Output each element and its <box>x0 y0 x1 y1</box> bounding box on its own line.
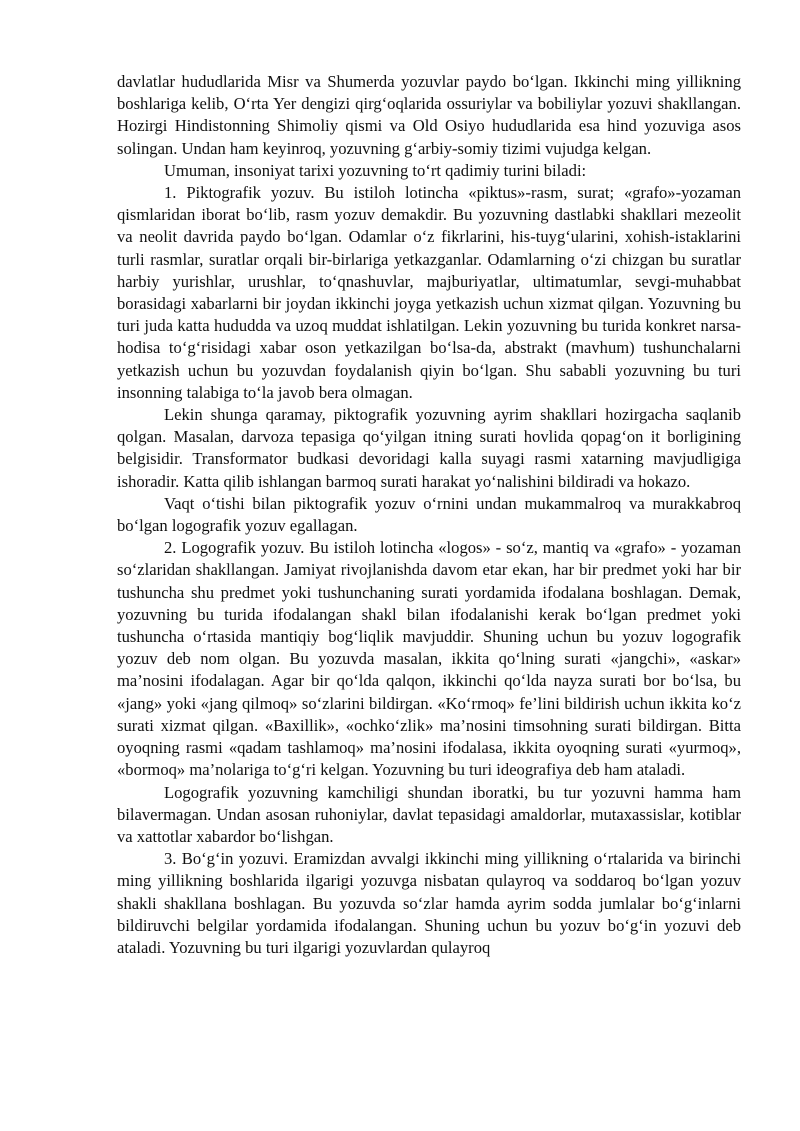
paragraph-4: Lekin shunga qaramay, piktografik yozuvning ayrim shakllari hozirgacha saqlanib qolgan. Masalan, darvoza tepasiga qo‘yilgan itning surati hovlida qopag‘on it borligining belgisidir. Transformator budkasi devoridagi kalla suyagi rasmi xatarning mavjudligiga ishoradir. Katta qilib ishlangan barmoq surati harakat yo‘nalishini bildiradi va hokazo. <box>117 405 741 491</box>
paragraph-7: Logografik yozuvning kamchiligi shundan iboratki, bu tur yozuvni hamma ham bilavermagan. Undan asosan ruhoniylar, davlat tepasidagi amaldorlar, mutaxassislar, kotiblar va xattotlar xabardor bo‘lishgan. <box>117 782 741 846</box>
paragraph-8: 3. Bo‘g‘in yozuvi. Eramizdan avvalgi ikkinchi ming yillikning o‘rtalarida va birinchi ming yillikning boshlarida ilgarigi yozuvga nisbatan qulayroq va soddaroq bo‘lgan yozuv shakli shakllana boshlagan. Bu yozuvda so‘zlar hamda ayrim sodda jumlalar bo‘g‘inlarni bildiruvchi belgilar yordamida ifodalangan. Shuning uchun bu yozuv bo‘g‘in yozuvi deb ataladi. Yozuvning bu turi ilgarigi yozuvlardan qulayroq <box>117 849 741 957</box>
paragraph-2: Umuman, insoniyat tarixi yozuvning to‘rt qadimiy turini biladi: <box>164 160 587 180</box>
document-page <box>117 71 741 959</box>
paragraph-5: Vaqt o‘tishi bilan piktografik yozuv o‘rnini undan mukammalroq va murakkabroq bo‘lgan logografik yozuv egallagan. <box>117 493 741 536</box>
paragraph-6: 2. Logografik yozuv. Bu istiloh lotincha «logos» - so‘z, mantiq va «grafo» - yozaman so‘zlaridan shakllangan. Jamiyat rivojlanishda davom etar ekan, har bir predmet yoki har bir tushuncha shu predmet yoki tushunchaning surati yordamida ifodalana boshlagan. Demak, yozuvning bu turida ifodalangan shakl bilan ifodalanishi kerak bo‘lgan predmet yoki tushuncha o‘rtasida mantiqiy bog‘liqlik mavjuddir. Shuning uchun bu yozuv logografik yozuv deb nom olgan. Bu yozuvda masalan, ikkita qo‘lning surati «jangchi», «askar» ma’nosini ifodalagan. Agar bir qo‘lda qalqon, ikkinchi qo‘lda nayza surati bor bo‘lsa, bu «jang» yoki «jang qilmoq» so‘zlarini bildirgan. «Ko‘rmoq» fe’lini bildirish uchun ikkita ko‘z surati xizmat qilgan. «Baxillik», «ochko‘zlik» ma’nosini timsohning surati bildirgan. Bitta oyoqning rasmi «qadam tashlamoq» ma’nosini ifodalasa, ikkita oyoqning surati «yurmoq», «bormoq» ma’nolariga to‘g‘ri kelgan. Yozuvning bu turi ideografiya deb ham ataladi. <box>117 538 741 780</box>
paragraph-1: davlatlar hududlarida Misr va Shumerda yozuvlar paydo bo‘lgan. Ikkinchi ming yillikning boshlariga kelib, O‘rta Yer dengizi qirg‘oqlarida ossuriylar va bobiliylar yozuvi shakllangan. Hozirgi Hindistonning Shimoliy qismi va Old Osiyo hududlarida esa hind yozuviga asos solingan. Undan ham keyinroq, yozuvning g‘arbiy-somiy tizimi vujudga kelgan. <box>117 72 741 158</box>
paragraph-3: 1. Piktografik yozuv. Bu istiloh lotincha «piktus»-rasm, surat; «grafo»-yozaman qismlaridan iborat bo‘lib, rasm yozuv demakdir. Bu yozuvning dastlabki shakllari mezeolit va neolit davrida paydo bo‘lgan. Odamlar o‘z fikrlarini, his-tuyg‘ularini, xohish-istaklarini turli rasmlar, suratlar orqali bir-birlariga yetkazganlar. Odamlarning o‘zi chizgan bu suratlar harbiy yurishlar, urushlar, to‘qnashuvlar, majburiyatlar, ultimatumlar, sevgi-muhabbat borasidagi xabarlarni bir joydan ikkinchi joyga yetkazish uchun xizmat qilgan. Yozuvning bu turi juda katta hududda va uzoq muddat ishlatilgan. Lekin yozuvning bu turida konkret narsa-hodisa to‘g‘risidagi xabar oson yetkazilgan bo‘lsa-da, abstrakt (mavhum) tushunchalarni yetkazish uchun bu yozuvdan foydalanish qiyin bo‘lgan. Shu sababli yozuvning bu turi insonning talabiga to‘la javob bera olmagan. <box>117 183 741 402</box>
